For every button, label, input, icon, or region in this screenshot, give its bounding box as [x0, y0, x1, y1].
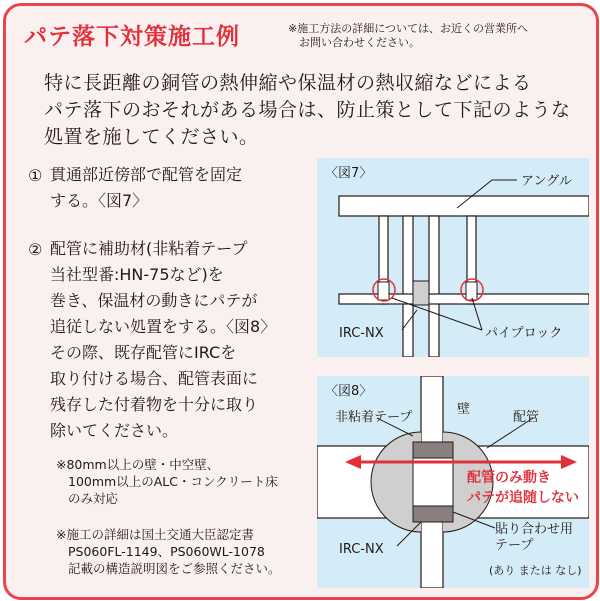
tape-window	[413, 458, 453, 506]
angle-label: アングル	[521, 174, 572, 189]
joint-tape-label	[495, 522, 573, 554]
joint-tape-note: (あり または なし)	[489, 564, 582, 577]
wall-panel	[429, 216, 439, 357]
certification-note-line: PS060FL-1149、PS060WL-1078	[68, 544, 265, 559]
step-2-number: ②	[28, 240, 43, 259]
pipe-lock	[378, 282, 389, 300]
step-2-line: 残存した付着物を十分に取り	[50, 395, 259, 414]
irc-nx-part	[413, 281, 429, 305]
header-note	[288, 22, 528, 50]
certification-note-line: 記載の構造説明図をご参照ください。	[68, 561, 281, 576]
header-note-line: お問い合わせください。	[299, 36, 420, 49]
intro-line: 特に長距離の銅管の熱伸縮や保温材の熱収縮などによる	[44, 72, 532, 94]
joint-tape-line: 貼り合わせ用	[495, 522, 574, 537]
step-2-line: その際、既存配管にIRCを	[50, 343, 237, 362]
intro-paragraph	[44, 70, 571, 151]
step-2-line: 取り付ける場合、配管表面に	[50, 369, 259, 388]
instruction-card	[3, 3, 599, 600]
wall-note-line: 100mm以上のALC・コンクリート床	[68, 474, 278, 489]
intro-line: パテ落下のおそれがある場合は、防止策として下記のような	[44, 99, 571, 121]
header-note-line: ※施工方法の詳細については、お近くの営業所へ	[288, 22, 528, 35]
step-1-line: 貫通部近傍部で配管を固定	[50, 165, 243, 184]
wall-panel	[403, 216, 413, 357]
non-adhesive-tape-label: 非粘着テープ	[335, 410, 413, 425]
wall-note-line: のみ対応	[68, 491, 119, 506]
callout-text	[467, 468, 579, 508]
certification-note-line: ※施工の詳細は国土交通大臣認定書	[56, 527, 254, 542]
figure-8	[317, 376, 589, 588]
wall-label: 壁	[457, 402, 471, 417]
angle-beam	[339, 196, 589, 216]
certification-note	[56, 526, 281, 577]
figure-8-label: 〈図8〉	[325, 384, 373, 399]
wall-note-line: ※80mm以上の壁・中空壁、	[56, 457, 220, 472]
irc-nx-label: IRC-NX	[339, 326, 384, 341]
figure-7	[317, 158, 589, 357]
step-2-text	[50, 236, 276, 444]
wall-note	[56, 456, 278, 507]
step-2-line: 巻き、保温材の動きにパテが	[50, 291, 258, 310]
figure-7-label: 〈図7〉	[325, 166, 373, 181]
step-2-line: 配管に補助材(非粘着テープ	[50, 239, 248, 258]
page-title: パテ落下対策施工例	[24, 24, 240, 50]
step-1-text	[50, 162, 242, 214]
joint-tape-line: テープ	[495, 538, 534, 553]
callout-line: パテが追随しない	[467, 490, 579, 506]
step-1-number: ①	[28, 166, 43, 185]
pipe-lock	[466, 282, 477, 300]
step-2-line: 当社型番:HN-75など)を	[50, 265, 224, 284]
irc-nx-label: IRC-NX	[339, 542, 384, 557]
step-2-line: 追従しない処置をする。〈図8〉	[50, 317, 277, 336]
callout-line: 配管のみ動き	[467, 470, 551, 486]
step-1-line: する。〈図7〉	[50, 191, 149, 210]
step-2-line: 除いてください。	[50, 421, 179, 440]
pipe-label: 配管	[513, 410, 540, 425]
intro-line: 処置を施してください。	[44, 126, 259, 148]
pipe-lock-label: パイプロック	[485, 326, 563, 341]
